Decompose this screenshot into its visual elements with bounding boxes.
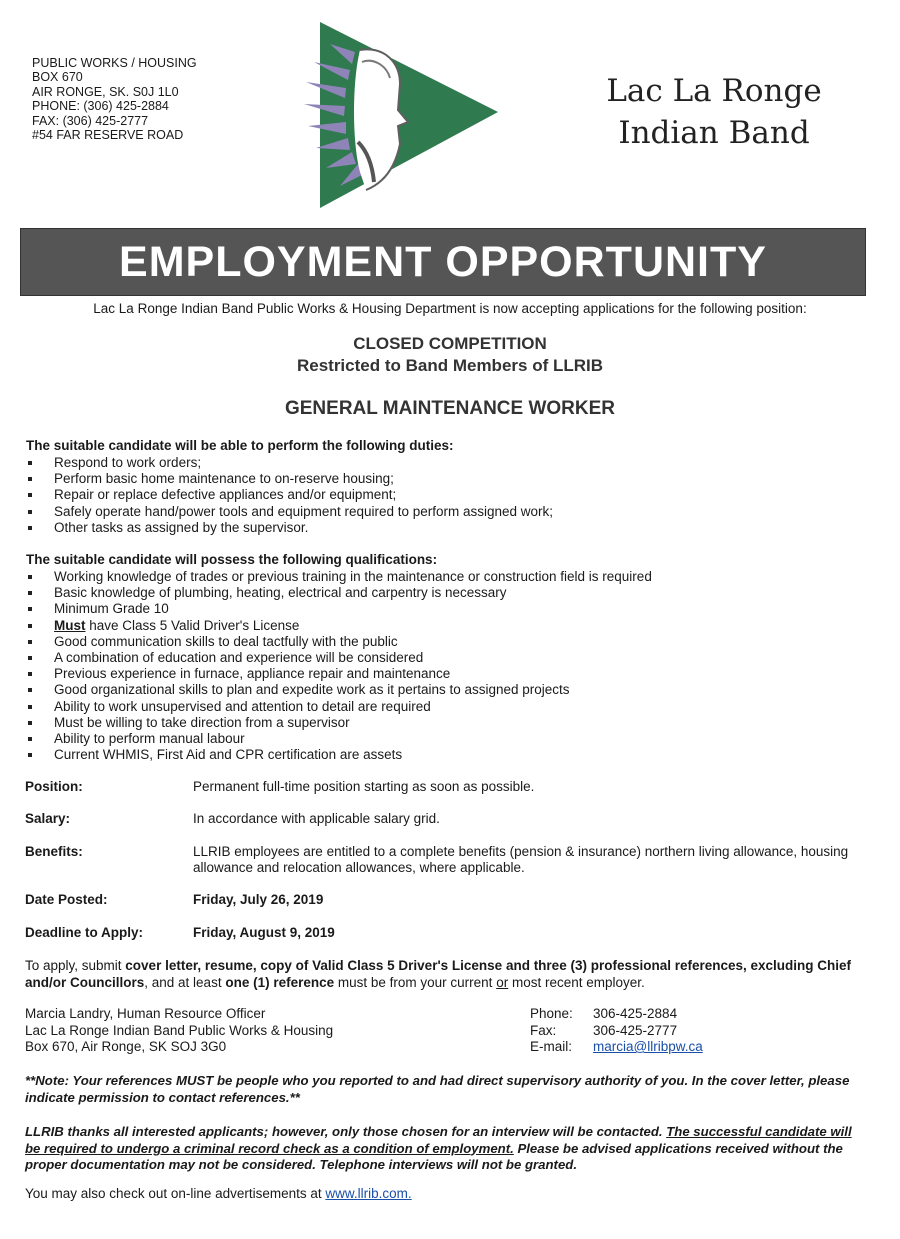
footer-text: You may also check out on-line advertisements at [25, 1186, 326, 1201]
phone-label: Phone: [530, 1006, 573, 1021]
date-posted-value: Friday, July 26, 2019 [193, 892, 324, 907]
contact-organization: Lac La Ronge Indian Band Public Works & Housing [25, 1022, 334, 1038]
apply-instructions [25, 958, 865, 991]
apply-required-documents: cover letter, resume, copy of Valid Class 5 Driver's License and three (3) professional references, excluding Chief and/or Councillors [25, 958, 852, 990]
employment-banner [20, 228, 866, 296]
contact-details [530, 1006, 703, 1056]
date-posted-label: Date Posted: [25, 892, 108, 907]
contact-name: Marcia Landry, Human Resource Officer [25, 1006, 266, 1021]
list-item: Ability to perform manual labour [26, 731, 652, 747]
email-label: E-mail: [530, 1039, 573, 1054]
salary-value: In accordance with applicable salary grid. [193, 811, 440, 826]
list-item: Must be willing to take direction from a supervisor [26, 715, 652, 731]
list-item: Current WHMIS, First Aid and CPR certification are assets [26, 747, 652, 763]
references-note: **Note: Your references MUST be people who you reported to and had direct supervisory authority of you. In the cover letter, please indicate permission to contact references.** [25, 1073, 850, 1105]
duties-heading: The suitable candidate will be able to perform the following duties: [26, 438, 454, 453]
duties-list [26, 455, 553, 536]
contact-block [25, 1006, 333, 1056]
list-item: Previous experience in furnace, appliance repair and maintenance [26, 666, 652, 682]
intro-text: Lac La Ronge Indian Band Public Works & Housing Department is now accepting applications for the following position: [93, 301, 807, 316]
email-link[interactable]: marcia@llribpw.ca [593, 1039, 703, 1054]
apply-text: To apply, submit [25, 958, 126, 973]
address-line: AIR RONGE, SK. S0J 1L0 [32, 84, 179, 99]
address-line: BOX 670 [32, 70, 83, 85]
deadline-value: Friday, August 9, 2019 [193, 925, 335, 940]
phone-value: 306-425-2884 [593, 1006, 678, 1021]
fax-label: Fax: [530, 1022, 557, 1038]
list-item [26, 618, 652, 634]
benefits-value: LLRIB employees are entitled to a complete benefits (pension & insurance) northern living allowance, housing allowance and relocation allowances, where applicable. [193, 844, 849, 875]
website-link[interactable]: www.llrib.com. [325, 1186, 412, 1201]
list-item: Minimum Grade 10 [26, 601, 652, 617]
address-line: FAX: (306) 425-2777 [32, 113, 149, 128]
organization-name-line: Indian Band [618, 115, 810, 151]
fax-value: 306-425-2777 [593, 1022, 678, 1038]
footer [25, 1186, 412, 1201]
address-line: #54 FAR RESERVE ROAD [32, 128, 184, 143]
contact-address: Box 670, Air Ronge, SK SOJ 3G0 [25, 1039, 227, 1054]
position-value: Permanent full-time position starting as soon as possible. [193, 779, 535, 794]
list-item: Good organizational skills to plan and expedite work as it pertains to assigned projects [26, 682, 652, 698]
salary-label: Salary: [25, 811, 71, 826]
list-item: Safely operate hand/power tools and equipment required to perform assigned work; [26, 504, 553, 520]
closing-statement [25, 1124, 870, 1174]
closing-text: Please be advised applications received without the proper documentation may not be considered. Telephone interviews will not be granted. [25, 1140, 843, 1172]
list-item: Respond to work orders; [26, 455, 553, 471]
must-emphasis: Must [54, 617, 86, 633]
address-line: PUBLIC WORKS / HOUSING [32, 56, 197, 70]
list-item: Working knowledge of trades or previous training in the maintenance or construction field is required [26, 569, 652, 585]
banner-title: EMPLOYMENT OPPORTUNITY [119, 237, 767, 286]
qualifications-list [26, 569, 652, 763]
criminal-record-check-notice: The successful candidate will be required to undergo a criminal record check as a condition of employment. [25, 1124, 852, 1156]
deadline-label: Deadline to Apply: [25, 925, 144, 940]
return-address [32, 56, 197, 142]
apply-text: most recent employer. [508, 974, 645, 990]
apply-text: , and at least [144, 974, 226, 990]
apply-or-emphasis: or [496, 974, 509, 990]
list-item: A combination of education and experience will be considered [26, 650, 652, 666]
job-title: GENERAL MAINTENANCE WORKER [284, 398, 616, 419]
apply-reference-count: one (1) reference [225, 974, 335, 990]
address-line: PHONE: (306) 425-2884 [32, 99, 169, 114]
closing-text: LLRIB thanks all interested applicants; however, only those chosen for an interview will be contacted. [25, 1124, 667, 1139]
list-item-text: have Class 5 Valid Driver's License [85, 617, 300, 633]
chief-headdress-arrow-logo-icon [300, 22, 505, 212]
list-item: Other tasks as assigned by the supervisor. [26, 520, 553, 536]
benefits-label: Benefits: [25, 844, 83, 859]
apply-text: must be from your current [334, 974, 497, 990]
organization-name-line: Lac La Ronge [606, 73, 822, 109]
list-item: Perform basic home maintenance to on-reserve housing; [26, 471, 553, 487]
competition-type: CLOSED COMPETITION [353, 334, 547, 353]
organization-name [604, 70, 824, 154]
list-item: Basic knowledge of plumbing, heating, electrical and carpentry is necessary [26, 585, 652, 601]
position-label: Position: [25, 779, 83, 794]
list-item: Repair or replace defective appliances and/or equipment; [26, 487, 553, 503]
qualifications-heading: The suitable candidate will possess the following qualifications: [26, 552, 438, 567]
list-item: Ability to work unsupervised and attention to detail are required [26, 699, 652, 715]
list-item: Good communication skills to deal tactfully with the public [26, 634, 652, 650]
competition-restriction: Restricted to Band Members of LLRIB [296, 356, 604, 375]
